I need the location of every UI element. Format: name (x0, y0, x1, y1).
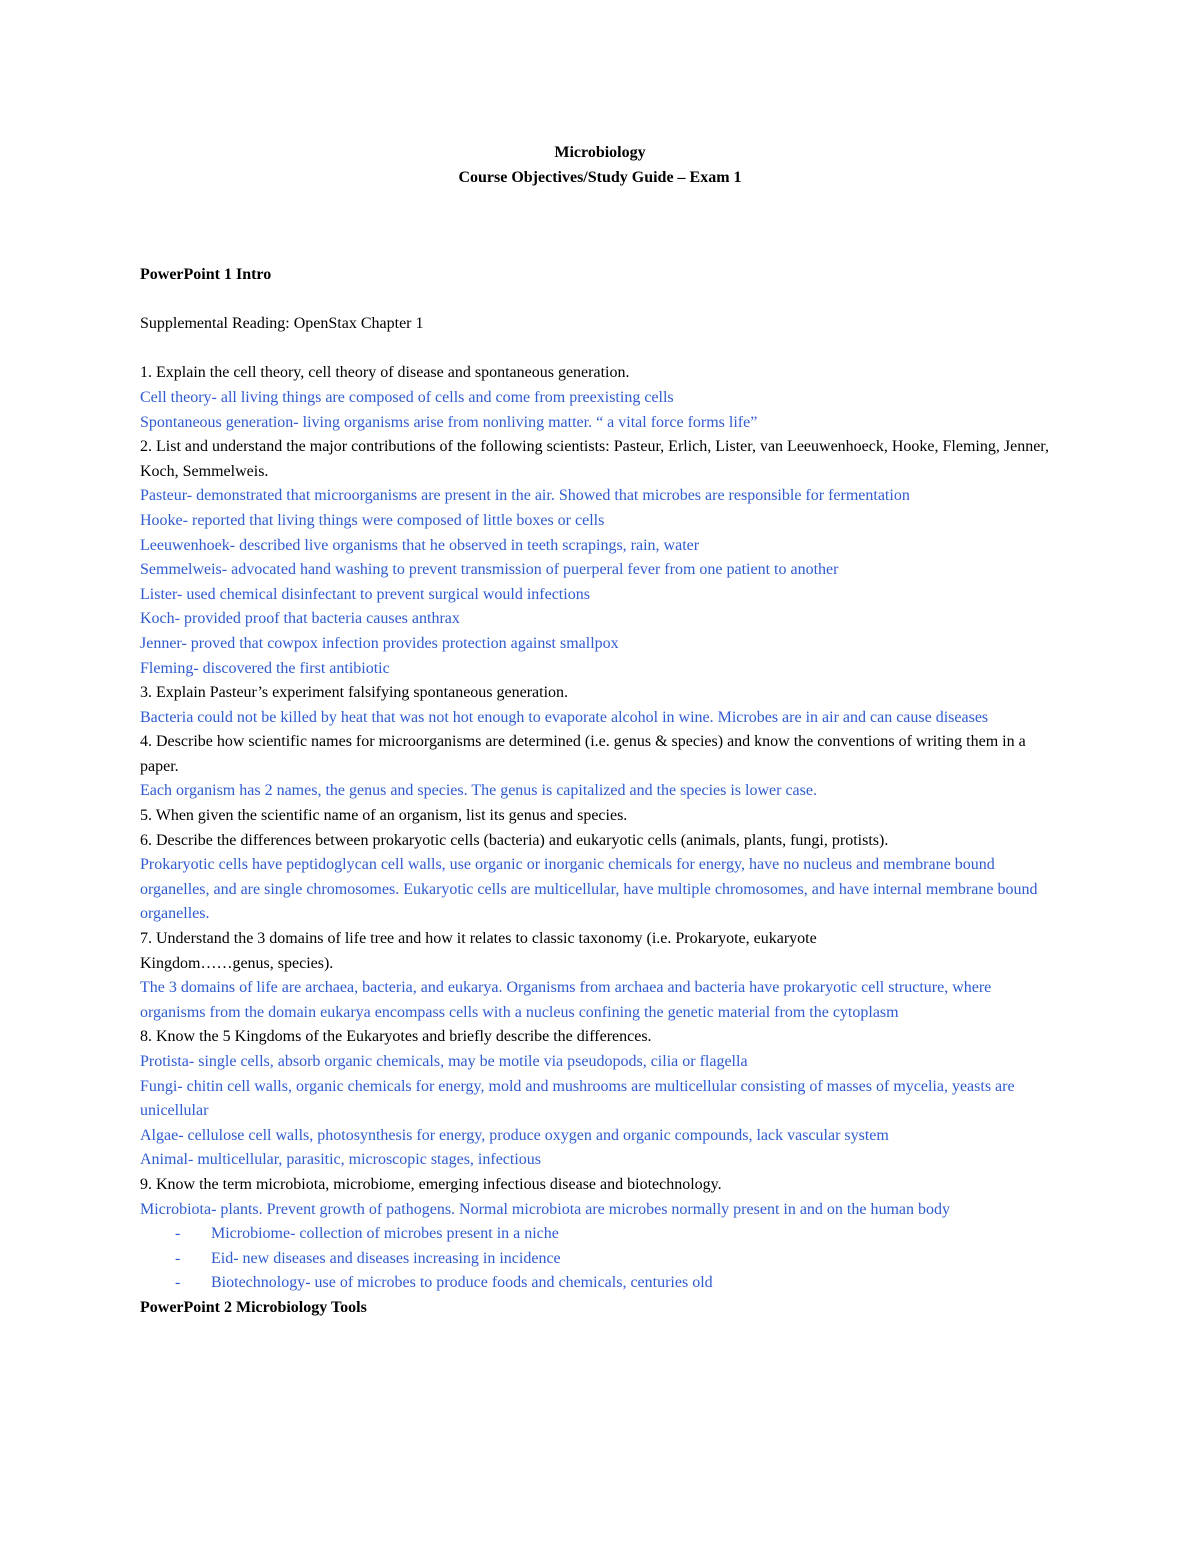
objective-question: 3. Explain Pasteur’s experiment falsifying spontaneous generation. (140, 684, 569, 702)
answer-text: Semmelweis- advocated hand washing to prevent transmission of puerperal fever from one patient to another (140, 561, 839, 579)
answer-text: Animal- multicellular, parasitic, microscopic stages, infectious (140, 1151, 542, 1169)
answer-text: Jenner- proved that cowpox infection provides protection against smallpox (140, 634, 619, 652)
objective-question: 6. Describe the differences between prokaryotic cells (bacteria) and eukaryotic cells (animals, plants, fungi, protists). (140, 831, 889, 849)
answer-text: Lister- used chemical disinfectant to prevent surgical would infections (140, 585, 590, 603)
bullet-item (140, 1247, 1060, 1272)
objective-question: 9. Know the term microbiota, microbiome, emerging infectious disease and biotechnology. (140, 1175, 722, 1193)
answer-text: Microbiota- plants. Prevent growth of pathogens. Normal microbiota are microbes normally present in and on the human body (140, 1200, 951, 1218)
objective-question: 8. Know the 5 Kingdoms of the Eukaryotes and briefly describe the differences. (140, 1028, 652, 1046)
answer-text: Pasteur- demonstrated that microorganisms are present in the air. Showed that microbes are responsible for fermentation (140, 487, 910, 505)
answer-text: Fleming- discovered the first antibiotic (140, 659, 390, 677)
answer-text: Spontaneous generation- living organisms arise from nonliving matter. “ a vital force forms life” (140, 413, 758, 431)
objective-question: Kingdom……genus, species). (140, 954, 334, 972)
bullet-text: Eid- new diseases and diseases increasing in incidence (211, 1249, 561, 1267)
bullet-dash: - (175, 1225, 181, 1243)
answer-text: Prokaryotic cells have peptidoglycan cell walls, use organic or inorganic chemicals for energy, have no nucleus and membrane bound organelles, and are single chromosomes. Eukaryotic cells are multicellular, have multiple chromosomes, and have internal membrane bound organelles. (140, 856, 1038, 923)
answer-text: Cell theory- all living things are composed of cells and come from preexisting cells (140, 388, 674, 406)
document-page (140, 140, 1060, 1321)
bullet-text: Microbiome- collection of microbes present in a niche (211, 1225, 559, 1243)
objective-question: 7. Understand the 3 domains of life tree and how it relates to classic taxonomy (i.e. Prokaryote, eukaryote (140, 930, 817, 948)
objectives-list (140, 361, 1060, 1222)
answer-text: Hooke- reported that living things were composed of little boxes or cells (140, 511, 605, 529)
answer-text: Protista- single cells, absorb organic chemicals, may be motile via pseudopods, cilia or flagella (140, 1053, 748, 1070)
bullet-dash: - (175, 1249, 181, 1267)
answer-text: Algae- cellulose cell walls, photosynthesis for energy, produce oxygen and organic compounds, lack vascular system (140, 1126, 889, 1144)
objective-question: 4. Describe how scientific names for microorganisms are determined (i.e. genus & species) and know the conventions of writing them in a paper. (140, 733, 1026, 775)
answer-text: Each organism has 2 names, the genus and species. The genus is capitalized and the species is lower case. (140, 782, 817, 800)
answer-text: The 3 domains of life are archaea, bacteria, and eukarya. Organisms from archaea and bacteria have prokaryotic cell structure, where organisms from the domain eukarya encompass cells with a nucleus confining the genetic material from the cytoplasm (140, 979, 992, 1021)
objective-question: 1. Explain the cell theory, cell theory of disease and spontaneous generation. (140, 364, 630, 382)
supplemental-reading: Supplemental Reading: OpenStax Chapter 1 (140, 315, 424, 333)
microbiota-bullet-list (140, 1222, 1060, 1296)
objective-question: 2. List and understand the major contributions of the following scientists: Pasteur, Erlich, Lister, van Leeuwenhoeck, Hooke, Fleming, Jenner, Koch, Semmelweis. (140, 438, 1049, 480)
section-heading-powerpoint-1: PowerPoint 1 Intro (140, 266, 272, 283)
section-heading-powerpoint-2: PowerPoint 2 Microbiology Tools (140, 1298, 367, 1316)
bullet-item (140, 1222, 1060, 1247)
document-subtitle: Course Objectives/Study Guide – Exam 1 (458, 169, 742, 186)
answer-text: Koch- provided proof that bacteria causes anthrax (140, 610, 460, 628)
bullet-dash: - (175, 1274, 181, 1292)
answer-text: Bacteria could not be killed by heat that was not hot enough to evaporate alcohol in wine. Microbes are in air and can cause diseases (140, 708, 989, 726)
title-block (140, 140, 1060, 190)
bullet-text: Biotechnology- use of microbes to produce foods and chemicals, centuries old (211, 1274, 713, 1292)
document-title: Microbiology (554, 144, 646, 161)
answer-text: Leeuwenhoek- described live organisms that he observed in teeth scrapings, rain, water (140, 536, 700, 554)
objective-question: 5. When given the scientific name of an organism, list its genus and species. (140, 807, 628, 825)
answer-text: Fungi- chitin cell walls, organic chemicals for energy, mold and mushrooms are multicellular consisting of masses of mycelia, yeasts are unicellular (140, 1077, 1015, 1120)
bullet-item (140, 1271, 1060, 1296)
